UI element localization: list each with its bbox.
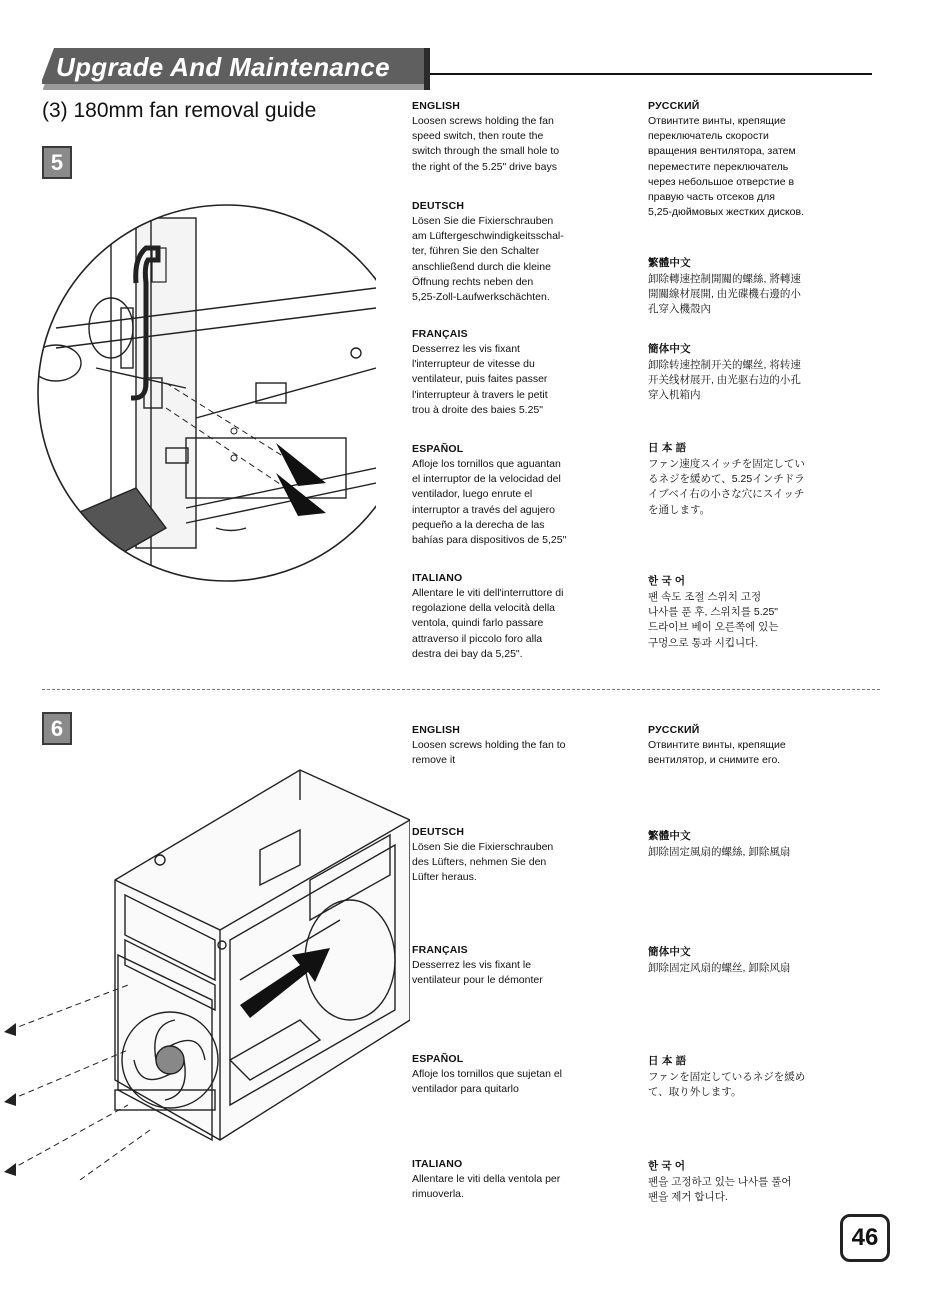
language-label: 繁體中文 xyxy=(648,257,691,269)
language-label: DEUTSCH xyxy=(412,826,465,838)
language-label: 簡体中文 xyxy=(648,946,691,958)
instruction-block-it xyxy=(412,572,617,662)
instruction-block-ko xyxy=(648,573,858,651)
instruction-block-de xyxy=(412,200,617,305)
instruction-text: Отвинтите винты, крепящие вентилятор, и снимите его. xyxy=(648,739,786,767)
instruction-block-de xyxy=(412,826,617,886)
instruction-text: Lösen Sie die Fixierschrauben am Lüftergeschwindigkeitsschal- ter, führen Sie den Schalter anschließend durch die kleine Öffnung rechts neben den 5,25-Zoll-Laufwerkschächten. xyxy=(412,215,564,304)
instruction-text: 卸除转速控制开关的螺丝, 将转速 开关线材展开, 由光驱右边的小孔 穿入机箱内 xyxy=(648,359,801,402)
instruction-block-zh-tw xyxy=(648,828,858,860)
language-label: ESPAÑOL xyxy=(412,1053,464,1065)
instruction-block-ja xyxy=(648,440,858,518)
instruction-block-fr xyxy=(412,944,617,988)
instruction-block-fr xyxy=(412,328,617,418)
language-label: 日 本 語 xyxy=(648,442,687,454)
page-subtitle: (3) 180mm fan removal guide xyxy=(42,99,317,122)
instruction-text: 卸除固定風扇的螺絲, 卸除風扇 xyxy=(648,846,791,858)
instruction-block-ru xyxy=(648,100,858,220)
instruction-text: Afloje los tornillos que sujetan el ventilador para quitarlo xyxy=(412,1068,563,1096)
banner-title: Upgrade And Maintenance xyxy=(56,52,390,82)
language-label: ITALIANO xyxy=(412,572,463,584)
language-label: РУССКИЙ xyxy=(648,100,700,112)
instruction-text: Loosen screws holding the fan speed switch, then route the switch through the small hole to the right of the 5.25" drive bays xyxy=(412,115,560,173)
instruction-block-en xyxy=(412,100,617,175)
page-number: 46 xyxy=(840,1214,890,1262)
instruction-text: ファンを固定しているネジを緩め て、取り外します。 xyxy=(648,1071,806,1099)
instruction-text: Desserrez les vis fixant le ventilateur pour le démonter xyxy=(412,959,543,987)
language-label: ENGLISH xyxy=(412,724,461,736)
language-label: FRANÇAIS xyxy=(412,944,468,956)
language-label: 한 국 어 xyxy=(648,1160,686,1172)
instruction-text: Afloje los tornillos que aguantan el interruptor de la velocidad del ventilador, luego enrute el interruptor a través del agujero pequeño a la derecha de las bahías para dispositivos de 5,25" xyxy=(412,458,567,547)
instruction-block-zh-tw xyxy=(648,255,858,318)
language-label: ITALIANO xyxy=(412,1158,463,1170)
step-6-illustration xyxy=(0,760,410,1180)
instruction-block-es xyxy=(412,443,617,548)
instruction-block-ja xyxy=(648,1053,858,1100)
instruction-block-ru xyxy=(648,724,858,768)
language-label: ESPAÑOL xyxy=(412,443,464,455)
language-label: 簡体中文 xyxy=(648,343,691,355)
language-label: ENGLISH xyxy=(412,100,461,112)
language-label: 한 국 어 xyxy=(648,575,686,587)
step-5-illustration xyxy=(36,188,376,588)
instruction-block-en xyxy=(412,724,617,768)
language-label: 繁體中文 xyxy=(648,830,691,842)
language-label: РУССКИЙ xyxy=(648,724,700,736)
instruction-text: 팬을 고정하고 있는 나사를 풀어 팬을 제거 합니다. xyxy=(648,1176,792,1204)
instruction-text: 卸除轉速控制開關的螺絲, 將轉速 開關線材展開, 由光碟機右邊的小 孔穿入機殼內 xyxy=(648,273,801,316)
instruction-block-ko xyxy=(648,1158,858,1205)
section-banner xyxy=(42,48,430,90)
instruction-text: ファン速度スイッチを固定してい るネジを緩めて、5.25インチドラ イブベイ右の小さな穴にスイッチ を通します。 xyxy=(648,458,805,516)
language-label: FRANÇAIS xyxy=(412,328,468,340)
section-divider xyxy=(42,689,880,690)
instruction-block-zh-cn xyxy=(648,944,858,976)
instruction-text: Allentare le viti della ventola per rimuoverla. xyxy=(412,1173,561,1201)
instruction-text: Desserrez les vis fixant l'interrupteur de vitesse du ventilateur, puis faites passer l'interrupteur à travers le petit trou à droite des baies 5.25" xyxy=(412,343,548,416)
step-number-6: 6 xyxy=(42,712,72,745)
instruction-text: Lösen Sie die Fixierschrauben des Lüfters, nehmen Sie den Lüfter heraus. xyxy=(412,841,554,884)
instruction-text: Отвинтите винты, крепящие переключатель скорости вращения вентилятора, затем переместите переключатель через небольшое отверстие в правую часть отсеков для 5,25-дюймовых жестких дисков. xyxy=(648,115,804,219)
instruction-block-es xyxy=(412,1053,617,1097)
instruction-text: Allentare le viti dell'interruttore di regolazione della velocità della ventola, quindi farlo passare attraverso il piccolo foro alla destra dei bay da 5,25". xyxy=(412,587,564,660)
header-rule xyxy=(430,73,872,75)
language-label: 日 本 語 xyxy=(648,1055,687,1067)
instruction-text: Loosen screws holding the fan to remove it xyxy=(412,739,566,767)
instruction-block-it xyxy=(412,1158,617,1202)
instruction-text: 卸除固定风扇的螺丝, 卸除风扇 xyxy=(648,962,791,974)
instruction-block-zh-cn xyxy=(648,341,858,404)
language-label: DEUTSCH xyxy=(412,200,465,212)
step-number-5: 5 xyxy=(42,146,72,179)
instruction-text: 팬 속도 조절 스위치 고정 나사를 푼 후, 스위치를 5.25" 드라이브 베이 오른쪽에 있는 구멍으로 통과 시킵니다. xyxy=(648,591,779,649)
